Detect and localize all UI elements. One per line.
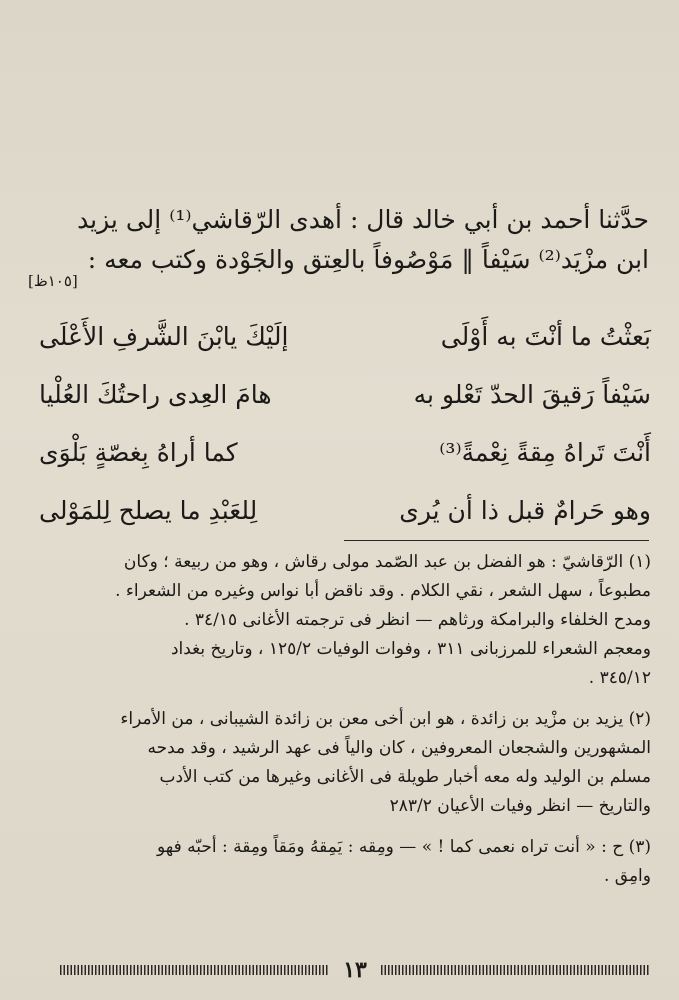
footnote-line: (٢) يزيد بن مزْيد بن زائدة ، هو ابن أخى معن بن زائدة الشيبانى ، من الأمراء xyxy=(120,709,651,729)
footnote-2 xyxy=(41,705,651,821)
footnote-3 xyxy=(41,833,651,891)
verse-line xyxy=(39,307,651,365)
verse-line xyxy=(39,423,651,481)
poem xyxy=(39,307,651,539)
footnote-line: (٣) ح : « أنت تراه نعمى كما ! » — ومِقه : يَمِقهُ ومَقاً ومِقة : أحبّه فهو xyxy=(156,837,651,857)
verse-second-hemistich: إلَيْكَ يابْنَ الشَّرفِ الأَعْلَى xyxy=(39,321,289,351)
footnote-line: ومدح الخلفاء والبرامكة ورثاهم — انظر فى ترجمته الأغانى ٣٤/١٥ . xyxy=(184,610,651,630)
footnote-line: مسلم بن الوليد وله معه أخبار طويلة فى الأغانى وغيرها من كتب الأدب xyxy=(159,767,651,787)
footer-ornament-left xyxy=(60,965,329,975)
verse-second-hemistich: هامَ العِدى راحتُكَ العُلْيا xyxy=(39,379,272,409)
verse-second-hemistich: لِلعَبْدِ ما يصلح لِلمَوْلى xyxy=(39,495,258,525)
body-line-2: ابن مزْيَد⁽²⁾ سَيْفاً ‖ مَوْصُوفاً بالعِتق والجَوْدة وكتب معه : xyxy=(87,245,649,274)
verse-first-hemistich: سَيْفاً رَقيقَ الحدّ تَعْلو به xyxy=(413,379,651,409)
folio-mark: [١٠٥ظ] xyxy=(28,272,78,290)
verse-first-hemistich: وهو حَرامٌ قبل ذا أن يُرى xyxy=(399,495,651,525)
verse-line xyxy=(39,481,651,539)
footnotes xyxy=(41,548,651,903)
footnote-1 xyxy=(41,548,651,693)
verse-line xyxy=(39,365,651,423)
verse-second-hemistich: كما أراهُ بِغصّةٍ بَلْوَى xyxy=(39,437,238,467)
verse-first-hemistich: بَعثْتُ ما أنْتَ به أَوْلَى xyxy=(440,321,651,351)
page-footer xyxy=(60,958,650,982)
body-text xyxy=(49,200,649,280)
footnote-line: ٣٤٥/١٢ . xyxy=(588,668,651,688)
footnote-line: (١) الرّقاشيّ : هو الفضل بن عبد الصّمد مولى رقاش ، وهو من ربيعة ؛ وكان xyxy=(123,552,651,572)
footnote-line: ومعجم الشعراء للمرزبانى ٣١١ ، وفوات الوفيات ١٢٥/٢ ، وتاريخ بغداد xyxy=(170,639,651,659)
footer-ornament-right xyxy=(381,965,650,975)
footnote-line: مطبوعاً ، سهل الشعر ، نقي الكلام . وقد ناقض أبا نواس وغيره من الشعراء . xyxy=(115,581,651,601)
body-line-1: حدَّثنا أحمد بن أبي خالد قال : أهدى الرّقاشي⁽¹⁾ إلى يزيد xyxy=(77,205,649,234)
footnote-line: وامِق . xyxy=(603,866,651,886)
footnote-line: والتاريخ — انظر وفيات الأعيان ٢٨٣/٢ xyxy=(389,796,651,816)
footnote-line: المشهورين والشجعان المعروفين ، كان والياً فى عهد الرشيد ، وقد مدحه xyxy=(147,738,651,758)
page-number: ١٣ xyxy=(343,957,367,983)
verse-first-hemistich: أَنْتَ تَراهُ مِقةً نِعْمةً⁽³⁾ xyxy=(439,437,651,467)
footnote-divider xyxy=(344,540,649,541)
